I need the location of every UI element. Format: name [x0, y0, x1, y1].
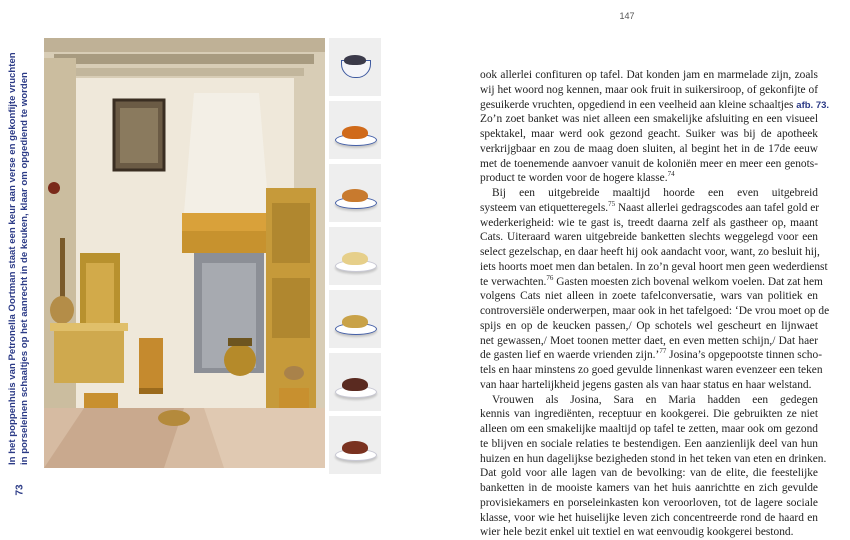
text-line: tels en haar minstens zo goed gevulde linnenkast waren evenzeer een teken [480, 364, 823, 376]
text-line: select gezelschap, en daar heeft hij ook aandacht voor, want, zo besluit hij, [480, 246, 820, 258]
thumbnail-yellow-fruit-dish [329, 290, 381, 348]
text-line: controversiële onderwerpen, maar ook in het tafelgoed: ‘De vrou moet op de [480, 305, 830, 317]
text-line: klasse, voor wie het huiselijke leven zich concentreerde rond de haard en [480, 511, 818, 524]
thumbnail-dark-fruit-dish [329, 416, 381, 474]
thumbnail-pale-fruit-dish [329, 227, 381, 285]
thumbnail-blue-porcelain-bowl [329, 38, 381, 96]
text-line: wederkerigheid: wie te gast is, treedt daarna zelf als gastheer op, maant [480, 216, 818, 229]
text-line: provisiekamers en porseleinkasten kon veroorloven, tot de lagere sociale [480, 496, 818, 509]
left-page-number: 73 [14, 484, 26, 496]
text-line: net gewassen,/ Moet toonen metter daet, en even metten schijn,/ Dat haer [480, 334, 818, 347]
text-line: Bij een uitgebreide maaltijd hoorde een even uitgebreid [492, 187, 818, 199]
right-page-number: 147 [619, 11, 635, 21]
footnote-marker: 75 [608, 199, 616, 208]
text-line: met de toenemende aanvoer vanuit de koloniën meer en meer een genots- [480, 157, 818, 170]
dollhouse-kitchen-photo [44, 38, 325, 468]
text-line: gesuikerde vruchten, opgediend in een veelheid aan kleine schaaltjes afb. 73. [480, 98, 830, 111]
text-line: verkrijgbaar en zou de maag doen sluiten, al begint het in de 17de eeuw [480, 142, 818, 155]
caption-line: in porseleinen schaaltjes op het aanrecht in de keuken, klaar om opgediend te worden [19, 72, 30, 465]
caption-line: In het poppenhuis van Petronella Oortman staat een keur aan verse en gekonfijte vruchten [7, 52, 18, 465]
left-page [0, 0, 425, 539]
text-line: te blijven en sociale relaties te bestendigen. Een aanzienlijk deel van hun [480, 437, 818, 450]
figure-caption [7, 40, 43, 465]
thumbnail-column [329, 38, 381, 479]
text-line: product te worden voor de hogere klasse.$^{74}$ [480, 170, 675, 185]
text-line: iets hoorts moet men dan betalen. In zo’n geval hoort men geen wederdienst [480, 260, 828, 273]
text-line: spijs en op de keucken passen,/ Op schotels wel gescheurt en lijnwaet [480, 319, 818, 332]
figure-reference: afb. 73 [796, 99, 827, 111]
text-line: van haar hartelijkheid jegens gasten als van haar status en haar welstand. [480, 378, 812, 391]
footnote-marker: 77 [659, 347, 667, 356]
thumbnail-oranges-dish [329, 101, 381, 159]
text-line: Vrouwen als Josina, Sara en Maria hadden een gedegen [492, 393, 818, 406]
footnote-marker: 76 [546, 273, 554, 282]
text-line: Dat gold voor alle lagen van de bevolking: van de elite, die feestelijke [480, 467, 818, 480]
text-line: kennis van ingrediënten, receptuur en kookgerei. Die gebruikten ze niet [480, 408, 818, 421]
text-line: de gasten lief en waerde vrienden zijn.’$^{77}$ Josina’s opgepootste tinnen scho- [480, 347, 822, 362]
text-line: wier hele bezit enkel uit textiel en wat eenvoudig kookgerei bestond. [480, 526, 794, 539]
text-line: wij het woord nog kennen, maar ook fruit in suikersiroop, of gekonfijte of [480, 83, 818, 96]
text-line: systeem van etiquetteregels.$^{75}$ Naast allerlei gedragscodes aan tafel gold er [480, 199, 820, 214]
text-line: alleen om een smakelijke maaltijd op tafel te zetten, maar ook om gezond [480, 423, 818, 435]
footnote-marker: 74 [667, 170, 675, 179]
thumbnail-plums-dish [329, 353, 381, 411]
text-line: ook allerlei confituren op tafel. Dat konden jam en marmelade zijn, zoals [480, 69, 818, 81]
body-text [480, 68, 830, 540]
text-line: volgens Cats niet alleen in zoete tafelconversatie, wars van politiek en [480, 290, 818, 303]
text-line: te verwachten.$^{76}$ Gasten moesten zich bovenal welkom voelen. Dat zat hem [480, 273, 823, 288]
text-line: banketten in de mooiste kamers van het huis aanrichtte en zich gevulde [480, 482, 818, 494]
thumbnail-fruit-dish [329, 164, 381, 222]
text-line: Zo’n zoet banket was niet alleen een smakelijke afsluiting en een visueel [480, 113, 818, 126]
text-line: spektakel, maar werd ook gezond geacht. Suiker was bij de apotheek [480, 128, 818, 140]
text-line: Cats. Uiteraard waren uitgebreide banketten slechts weggelegd voor een [480, 231, 818, 244]
text-line: huizen en hun dagelijkse bezigheden stond in het teken van eten en drinken. [480, 452, 827, 465]
